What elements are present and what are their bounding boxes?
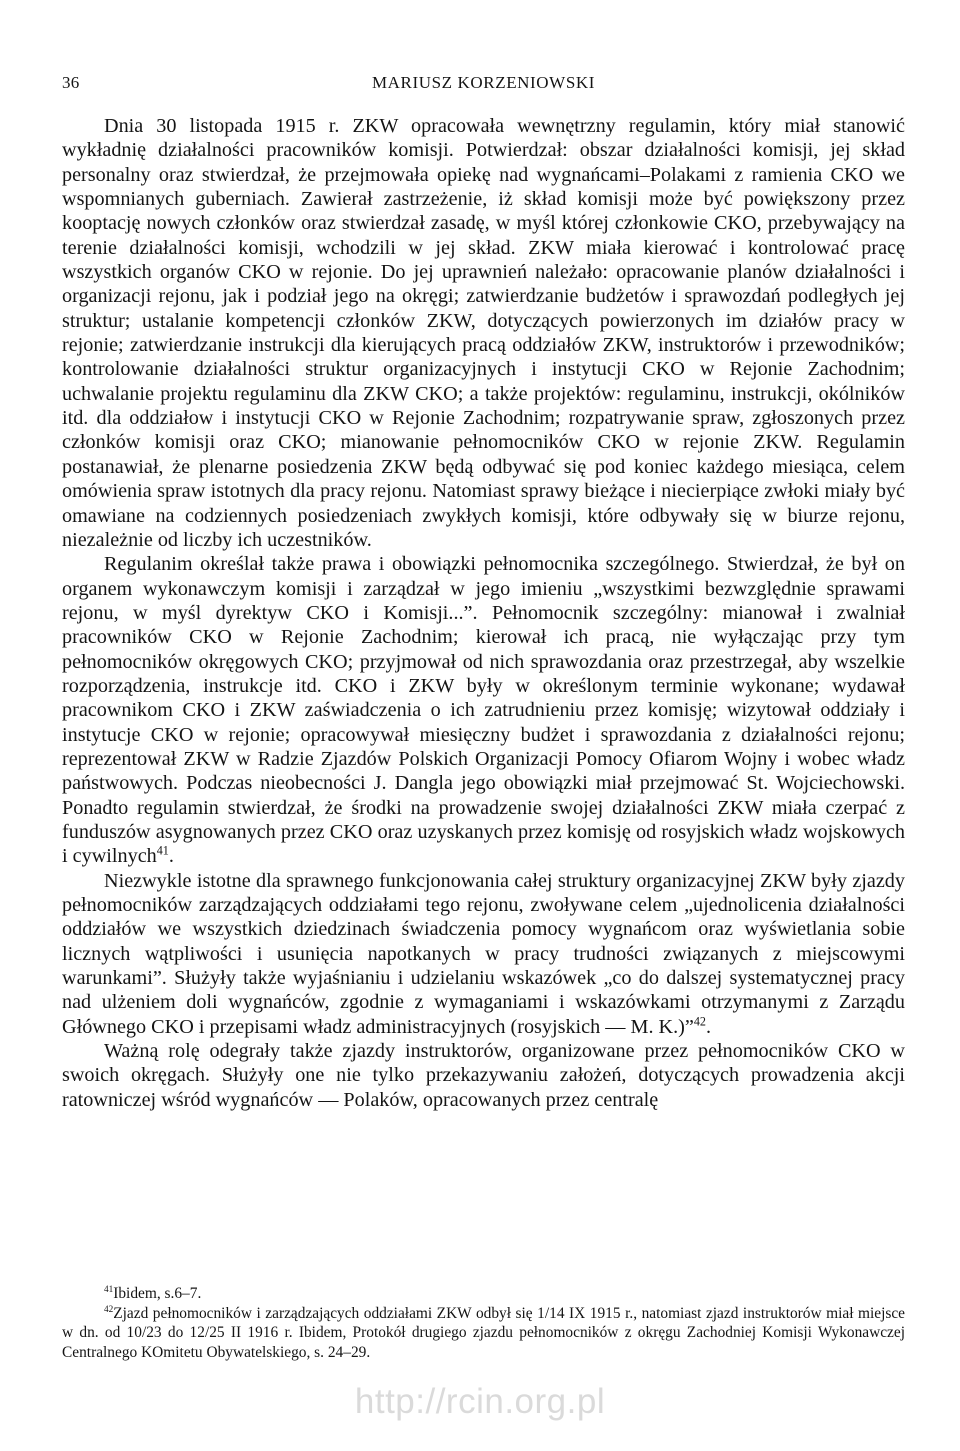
paragraph-3-text: Niezwykle istotne dla sprawnego funkcjonowania całej struktury organizacyjnej ZKW były zjazdy pełnomocników zarządzających oddziałami tego rejonu, zwoływane celem „ujednolicenia działalności oddziałów we wszystkich dziedzinach świadczenia pomocy wygnańcom oraz wyświetlania sobie licznych wątpliwości i usunięcia napotkanych w pracy trudności związanych z miejscowymi warunkami”. Służyły także wyjaśnianiu i udzielaniu wskazówek „co do dalszej systematycznej pracy nad ulżeniem doli wygnańców, zgodnie z wymaganiami i wskazówkami otrzymanymi z Zarządu Głównego CKO i przepisami władz administracyjnych (rosyjskich — M. K.)” <box>62 869 905 1038</box>
paragraph-2: Regulanim określał także prawa i obowiązki pełnomocnika szczególnego. Stwierdzał, że był on organem wykonawczym komisji i zarządzał w jego imieniu „wszystkimi bezwzględnie sprawami rejonu, w myśl dyrektyw CKO i Komisji...”. Pełnomocnik szczególny: mianował i zwalniał pracowników CKO w Rejonie Zachodnim; kierował ich pracą, nie wyłączając przy tym pełnomocników okręgowych CKO; przyjmował od nich sprawozdania oraz przestrzegał, aby wszelkie rozporządzenia, instrukcje itd. CKO i ZKW były w określonym terminie wykonane; wydawał pracownikom CKO i ZKW zaświadczenia o ich zatrudnieniu przez komisję; wizytował oddziały i instytucje CKO w rejonie; opracowywał miesięczny budżet i sprawozdania z działalności rejonu; reprezentował ZKW w Radzie Zjazdów Polskich Organizacji Pomocy Ofiarom Wojny i wobec władz państwowych. Podczas nieobecności J. Dangla jego obowiązki miał przejmować St. Wojciechowski. Ponadto regulamin stwierdzał, że środki na prowadzenie swojej działalności ZKW miała czerpać z funduszów asygnowanych przez CKO oraz uzyskanych przez komisję od rosyjskich władz wojskowych i cywilnych$^{41}$. <box>62 553 905 868</box>
paragraph-4 <box>62 1039 905 1112</box>
paragraph-4-text: Ważną rolę odegrały także zjazdy instruktorów, organizowane przez pełnomocników CKO w swoich okręgach. Służyły one nie tylko przekazywaniu założeń, dotyczących prowadzenia akcji ratowniczej wśród wygnańców — Polaków, opracowanych przez centralę <box>62 1040 905 1111</box>
footnote-ref-42[interactable]: 42 <box>693 1013 706 1028</box>
footnote-mark-42: 42 <box>104 1303 114 1314</box>
paragraph-1 <box>62 114 905 552</box>
footnotes <box>62 1284 905 1362</box>
paragraph-2-text: Regulanim określał także prawa i obowiązki pełnomocnika szczególnego. Stwierdzał, że był on organem wykonawczym komisji i zarządzał w jego imieniu „wszystkimi bezwzględnie sprawami rejonu, w myśl dyrektyw CKO i Komisji...”. Pełnomocnik szczególny: mianował i zwalniał pracowników CKO w Rejonie Zachodnim; kierował ich pracą, nie wyłączając przy tym pełnomocników okręgowych CKO; przyjmował od nich sprawozdania oraz przestrzegał, aby wszelkie rozporządzenia, instrukcje itd. CKO i ZKW były w określonym terminie wykonane; wydawał pracownikom CKO i ZKW zaświadczenia o ich zatrudnieniu przez komisję; wizytował oddziały i instytucje CKO w rejonie; opracowywał miesięczny budżet i sprawozdania z działalności rejonu; reprezentował ZKW w Radzie Zjazdów Polskich Organizacji Pomocy Ofiarom Wojny i wobec władz państwowych. Podczas nieobecności J. Dangla jego obowiązki miał przejmować St. Wojciechowski. Ponadto regulamin stwierdzał, że środki na prowadzenie swojej działalności ZKW miała czerpać z funduszów asygnowanych przez CKO oraz uzyskanych przez komisję od rosyjskich władz wojskowych i cywilnych <box>62 553 905 868</box>
paragraph-1-text: Dnia 30 listopada 1915 r. ZKW opracowała wewnętrzny regulamin, który miał stanowić wykładnię działalności pracowników komisji. Potwierdzał: obszar działalności komisji, jej skład personalny oraz stwierdzał, że przejmowała opiekę nad wygnańcami–Polakami z ramienia CKO we wspomnianych guberniach. Zawierał zastrzeżenie, iż skład komisji może być powiększony przez kooptację nowych członków oraz stwierdzał zasadę, w myśl której członkowie CKO, przebywający na terenie działalności komisji, wchodzili w jej skład. ZKW miała kierować i kontrolować pracę wszystkich organów CKO w rejonie. Do jej uprawnień należało: opracowanie planów działalności i organizacji rejonu, jak i podział jego na okręgi; zatwierdzanie budżetów i sprawozdań podległych jej struktur; ustalanie kompetencji członków ZKW, dotyczących powierzonych im działów pracy w rejonie; zatwierdzanie instrukcji dla kierujących pracą oddziałów ZKW, instruktorów i przewodników; kontrolowanie działalności struktur organizacyjnych i instytucji CKO w Rejonie Zachodnim; uchwalanie projektu regulaminu dla ZKW CKO; a także projektów: regulaminu, instrukcji, okólników itd. dla oddziałow i instytucji CKO w Rejonie Zachodnim; rozpatrywanie spraw, zgłoszonych przez członków komisji oraz CKO; mianowanie pełnomocników CKO w rejonie ZKW. Regulamin postanawiał, że plenarne posiedzenia ZKW będą odbywać się pod koniec każdego miesiąca, celem omówienia spraw istotnych dla pracy rejonu. Natomiast sprawy bieżące i niecierpiące zwłoki miały być omawiane na codziennych posiedzeniach zwykłych komisji, które odbywały się w biurze rejonu, niezależnie od liczby ich uczestników. <box>62 115 905 551</box>
source-watermark[interactable]: http://rcin.org.pl <box>354 1382 606 1421</box>
paragraph-3: Niezwykle istotne dla sprawnego funkcjonowania całej struktury organizacyjnej ZKW były zjazdy pełnomocników zarządzających oddziałami tego rejonu, zwoływane celem „ujednolicenia działalności oddziałów we wszystkich dziedzinach świadczenia pomocy wygnańcom oraz wyświetlania sobie licznych wątpliwości i usunięcia napotkanych w pracy trudności związanych z miejscowymi warunkami”. Służyły także wyjaśnianiu i udzielaniu wskazówek „co do dalszej systematycznej pracy nad ulżeniem doli wygnańców, zgodnie z wymaganiami i wskazówkami otrzymanymi z Zarządu Głównego CKO i przepisami władz administracyjnych (rosyjskich — M. K.)”$^{42}$. <box>62 869 905 1038</box>
body-text <box>62 114 905 1112</box>
running-header <box>62 73 905 99</box>
footnote-ref-41[interactable]: 41 <box>156 843 169 858</box>
book-page <box>62 0 905 1451</box>
running-title: MARIUSZ KORZENIOWSKI <box>371 73 596 92</box>
page-number: 36 <box>62 73 80 92</box>
footnote-42 <box>62 1304 905 1363</box>
footnote-mark-41: 41 <box>104 1283 114 1294</box>
footnote-41-text: Ibidem, s.6–7. <box>113 1285 202 1302</box>
footnote-42-text: Zjazd pełnomocników i zarządzających oddziałami ZKW odbył się 1/14 IX 1915 r., natomiast zjazd instruktorów miał miejsce w dn. od 10/23 do 12/25 II 1916 r. Ibidem, Protokół drugiego zjazdu pełnomocników z okręgu Zachodniej Komisji Wykonawczej Centralnego KOmitetu Obywatelskiego, s. 24–29. <box>62 1304 905 1361</box>
footnote-41 <box>62 1284 905 1304</box>
